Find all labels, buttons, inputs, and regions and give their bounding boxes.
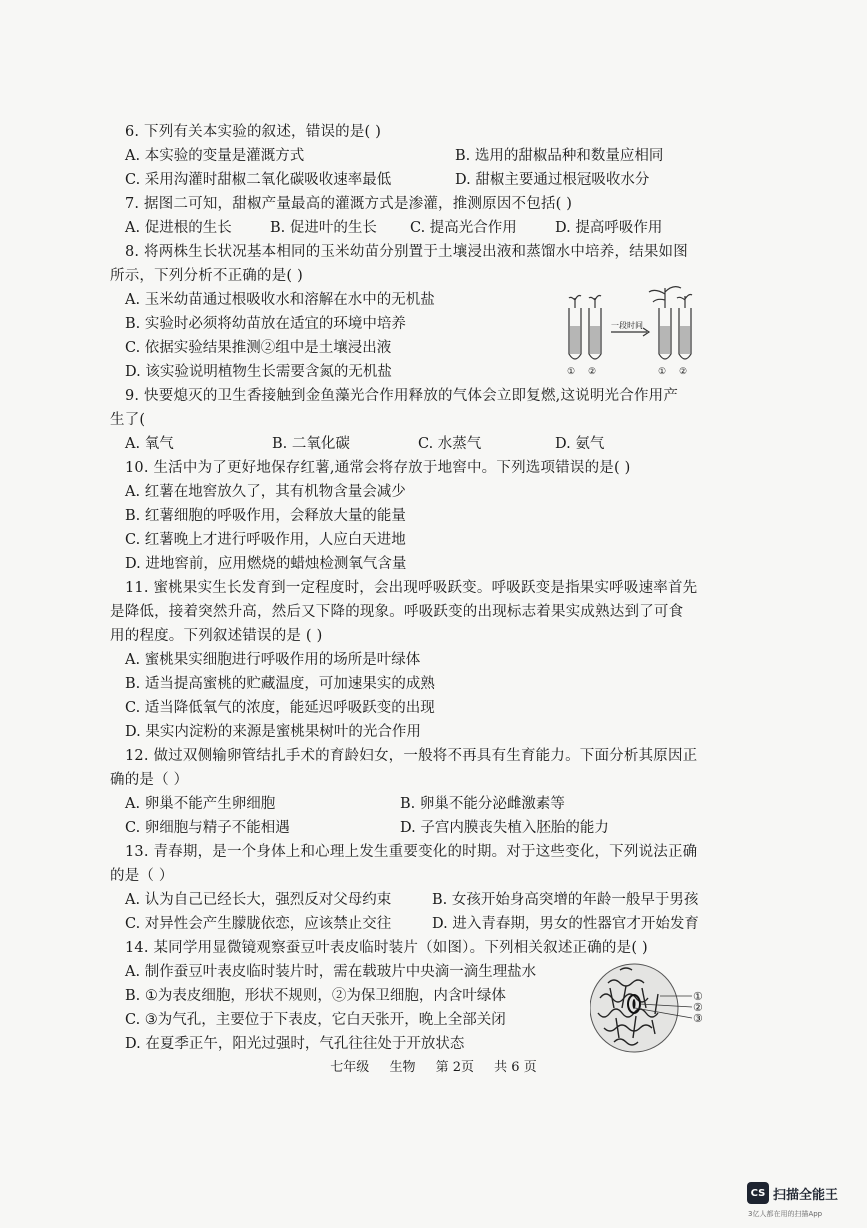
question-11-stem-line1: 11. 蜜桃果实生长发育到一定程度时，会出现呼吸跃变。呼吸跃变是指果实呼吸速率首先	[125, 580, 698, 596]
question-13-option-a: A. 认为自己已经长大，强烈反对父母约束	[125, 892, 392, 908]
question-7-stem: 7. 据图二可知，甜椒产量最高的灌溉方式是渗灌，推测原因不包括( )	[125, 196, 573, 212]
question-11-option-d: D. 果实内淀粉的来源是蜜桃果树叶的光合作用	[125, 724, 421, 740]
page-footer	[0, 1056, 867, 1075]
question-8-stem-line1: 8. 将两株生长状况基本相同的玉米幼苗分别置于土壤浸出液和蒸馏水中培养，结果如图	[125, 244, 688, 260]
question-13-option-b: B. 女孩开始身高突增的年龄一般早于男孩	[432, 892, 699, 908]
footer-page-number: 第 2页	[435, 1060, 475, 1075]
question-6-option-d: D. 甜椒主要通过根冠吸收水分	[455, 172, 650, 188]
question-10-option-b: B. 红薯细胞的呼吸作用，会释放大量的能量	[125, 508, 406, 524]
question-13-option-d: D. 进入青春期，男女的性器官才开始发育	[432, 916, 699, 932]
epidermis-label-3: ③	[693, 1012, 703, 1025]
question-10-stem: 10. 生活中为了更好地保存红薯,通常会将存放于地窖中。下列选项错误的是( )	[125, 460, 631, 476]
question-11-stem-line2: 是降低，接着突然升高，然后又下降的现象。呼吸跃变的出现标志着果实成熟达到了可食	[110, 604, 684, 620]
tube-label-1-before: ①	[567, 367, 576, 376]
question-11-option-c: C. 适当降低氧气的浓度，能延迟呼吸跃变的出现	[125, 700, 435, 716]
footer-grade: 七年级	[330, 1060, 370, 1075]
question-10-option-d: D. 进地窖前，应用燃烧的蜡烛检测氧气含量	[125, 556, 407, 572]
question-12-stem-line2: 确的是（ ）	[110, 772, 189, 788]
question-11-option-b: B. 适当提高蜜桃的贮藏温度，可加速果实的成熟	[125, 676, 435, 692]
question-12-stem-line1: 12. 做过双侧输卵管结扎手术的育龄妇女，一般将不再具有生育能力。下面分析其原因正	[125, 748, 698, 764]
camscanner-tagline: 3亿人都在用的扫描App	[748, 1210, 823, 1218]
question-9-option-c: C. 水蒸气	[418, 436, 482, 452]
question-14-stem: 14. 某同学用显微镜观察蚕豆叶表皮临时装片（如图）。下列相关叙述正确的是( )	[125, 940, 648, 956]
question-8-option-a: A. 玉米幼苗通过根吸收水和溶解在水中的无机盐	[125, 292, 435, 308]
question-14-option-a: A. 制作蚕豆叶表皮临时装片时，需在载玻片中央滴一滴生理盐水	[125, 964, 537, 980]
question-12-option-b: B. 卵巢不能分泌雌激素等	[400, 796, 565, 812]
question-14-option-d: D. 在夏季正午，阳光过强时，气孔往往处于开放状态	[125, 1036, 465, 1052]
question-8-stem-line2: 所示，下列分析不正确的是( )	[110, 268, 303, 284]
scanner-watermark	[747, 1180, 852, 1206]
question-6-option-b: B. 选用的甜椒品种和数量应相同	[455, 148, 664, 164]
footer-total-pages: 共 6 页	[494, 1060, 537, 1075]
question-8-option-c: C. 依据实验结果推测②组中是土壤浸出液	[125, 340, 392, 356]
tube-label-1-after: ①	[658, 367, 667, 376]
question-6-option-a: A. 本实验的变量是灌溉方式	[125, 148, 305, 164]
camscanner-logo: CS	[747, 1182, 769, 1204]
question-13-stem-line2: 的是（ ）	[110, 868, 174, 884]
footer-subject: 生物	[389, 1060, 416, 1075]
leaf-epidermis-micrograph	[590, 958, 720, 1058]
tube-label-2-before: ②	[588, 367, 597, 376]
question-7-option-b: B. 促进叶的生长	[270, 220, 377, 236]
figure-arrow-label: 一段时间	[611, 321, 643, 330]
question-9-option-b: B. 二氧化碳	[272, 436, 350, 452]
question-10-option-c: C. 红薯晚上才进行呼吸作用，人应白天进地	[125, 532, 406, 548]
question-7-option-a: A. 促进根的生长	[125, 220, 232, 236]
question-7-option-d: D. 提高呼吸作用	[555, 220, 663, 236]
question-13-stem-line1: 13. 青春期，是一个身体上和心理上发生重要变化的时期。对于这些变化，下列说法正确	[125, 844, 698, 860]
question-14-option-b: B. ①为表皮细胞，形状不规则，②为保卫细胞，内含叶绿体	[125, 988, 506, 1004]
question-9-stem-line1: 9. 快要熄灭的卫生香接触到金鱼藻光合作用释放的气体会立即复燃,这说明光合作用产	[125, 388, 679, 404]
question-6-stem: 6. 下列有关本实验的叙述，错误的是( )	[125, 124, 382, 140]
question-10-option-a: A. 红薯在地窖放久了，其有机物含量会减少	[125, 484, 406, 500]
epidermis-label-1: ①	[693, 990, 703, 1003]
tube-label-2-after: ②	[679, 367, 688, 376]
seedling-test-tube-figure	[555, 286, 715, 376]
camscanner-brand: 扫描全能王	[773, 1187, 839, 1203]
question-9-option-a: A. 氧气	[125, 436, 174, 452]
question-7-option-c: C. 提高光合作用	[410, 220, 517, 236]
question-9-option-d: D. 氨气	[555, 436, 605, 452]
question-6-option-c: C. 采用沟灌时甜椒二氧化碳吸收速率最低	[125, 172, 392, 188]
question-11-stem-line3: 用的程度。下列叙述错误的是 ( )	[110, 628, 323, 644]
question-11-option-a: A. 蜜桃果实细胞进行呼吸作用的场所是叶绿体	[125, 652, 421, 668]
question-12-option-c: C. 卵细胞与精子不能相遇	[125, 820, 290, 836]
question-12-option-d: D. 子宫内膜丧失植入胚胎的能力	[400, 820, 609, 836]
question-13-option-c: C. 对异性会产生朦胧依恋，应该禁止交往	[125, 916, 392, 932]
question-8-option-b: B. 实验时必须将幼苗放在适宜的环境中培养	[125, 316, 406, 332]
question-14-option-c: C. ③为气孔，主要位于下表皮，它白天张开，晚上全部关闭	[125, 1012, 506, 1028]
question-12-option-a: A. 卵巢不能产生卵细胞	[125, 796, 276, 812]
epidermis-label-2: ②	[693, 1001, 703, 1014]
question-8-option-d: D. 该实验说明植物生长需要含氮的无机盐	[125, 364, 392, 380]
question-9-stem-line2: 生了(	[110, 412, 146, 428]
